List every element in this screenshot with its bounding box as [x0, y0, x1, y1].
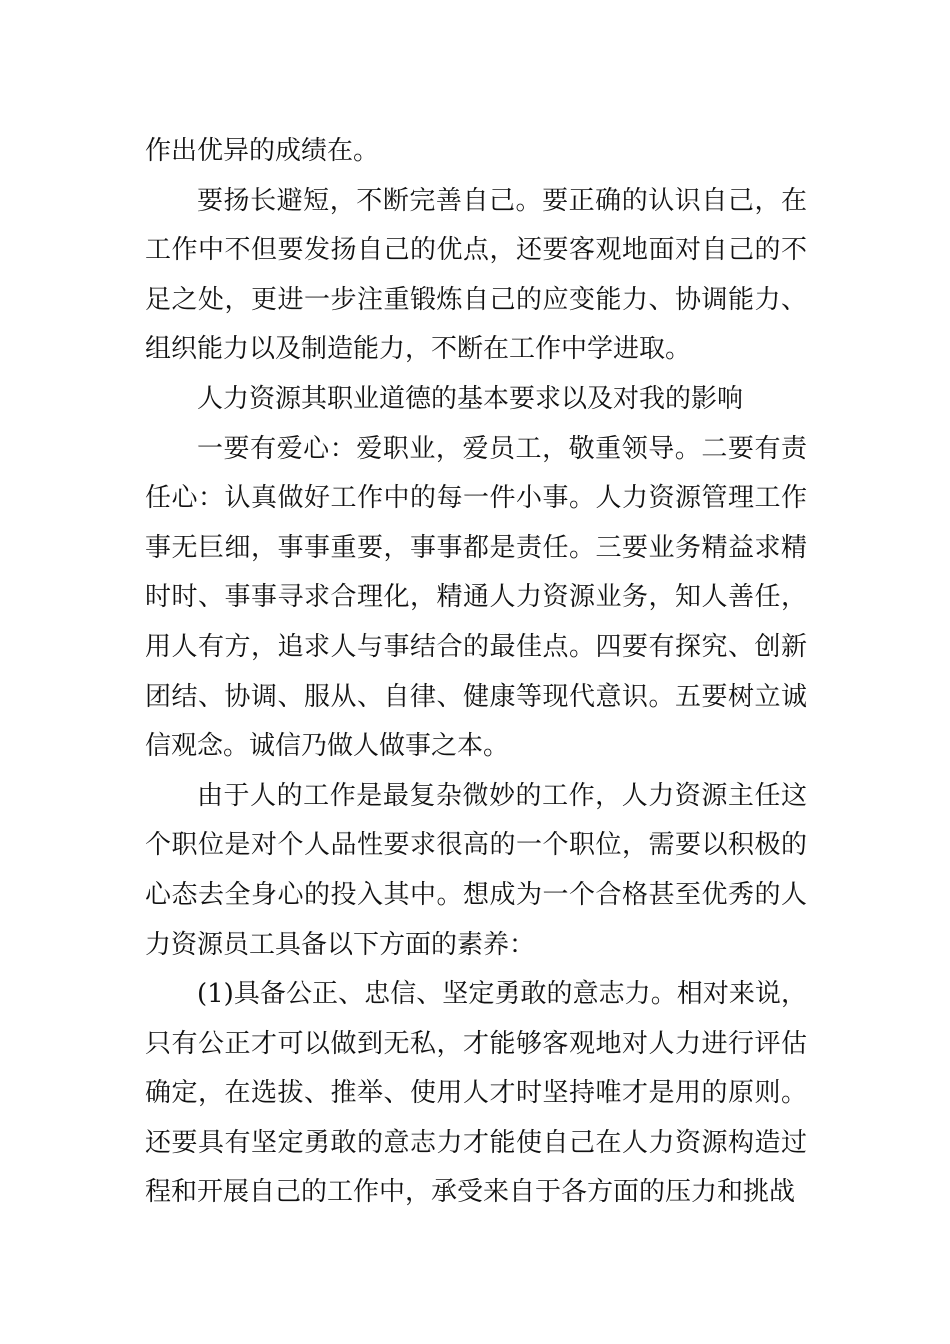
paragraph-continuation: 作出优异的成绩在。 [145, 136, 380, 166]
paragraph-self-improvement: 要扬长避短，不断完善自己。要正确的认识自己，在工作中不但要发扬自己的优点，还要客观地面对自己的不足之处，更进一步注重锻炼自己的应变能力、协调能力、组织能力以及制造能力，不断在工作中学进取。 [145, 185, 807, 365]
section-heading-professional-ethics: 人力资源其职业道德的基本要求以及对我的影响 [197, 383, 744, 414]
paragraph-hr-role: 由于人的工作是最复杂微妙的工作，人力资源主任这个职位是对个人品性要求很高的一个职位，需要以积极的心态去全身心的投入其中。想成为一个合格甚至优秀的人力资源员工具备以下方面的素养： [145, 780, 807, 960]
document-page [145, 127, 807, 1218]
paragraph-ethics-requirements: 一要有爱心：爱职业，爱员工，敬重领导。二要有责任心：认真做好工作中的每一件小事。人力资源管理工作事无巨细，事事重要，事事都是责任。三要业务精益求精时时、事事寻求合理化，精通人力资源业务，知人善任，用人有方，追求人与事结合的最佳点。四要有探究、创新团结、协调、服从、自律、健康等现代意识。五要树立诚信观念。诚信乃做人做事之本。 [145, 433, 807, 762]
paragraph-quality-1: (1)具备公正、忠信、坚定勇敢的意志力。相对来说，只有公正才可以做到无私，才能够客观地对人力进行评估确定，在选拔、推举、使用人才时坚持唯才是用的原则。还要具有坚定勇敢的意志力才能使自己在人力资源构造过程和开展自己的工作中，承受来自于各方面的压力和挑战 [145, 979, 807, 1208]
